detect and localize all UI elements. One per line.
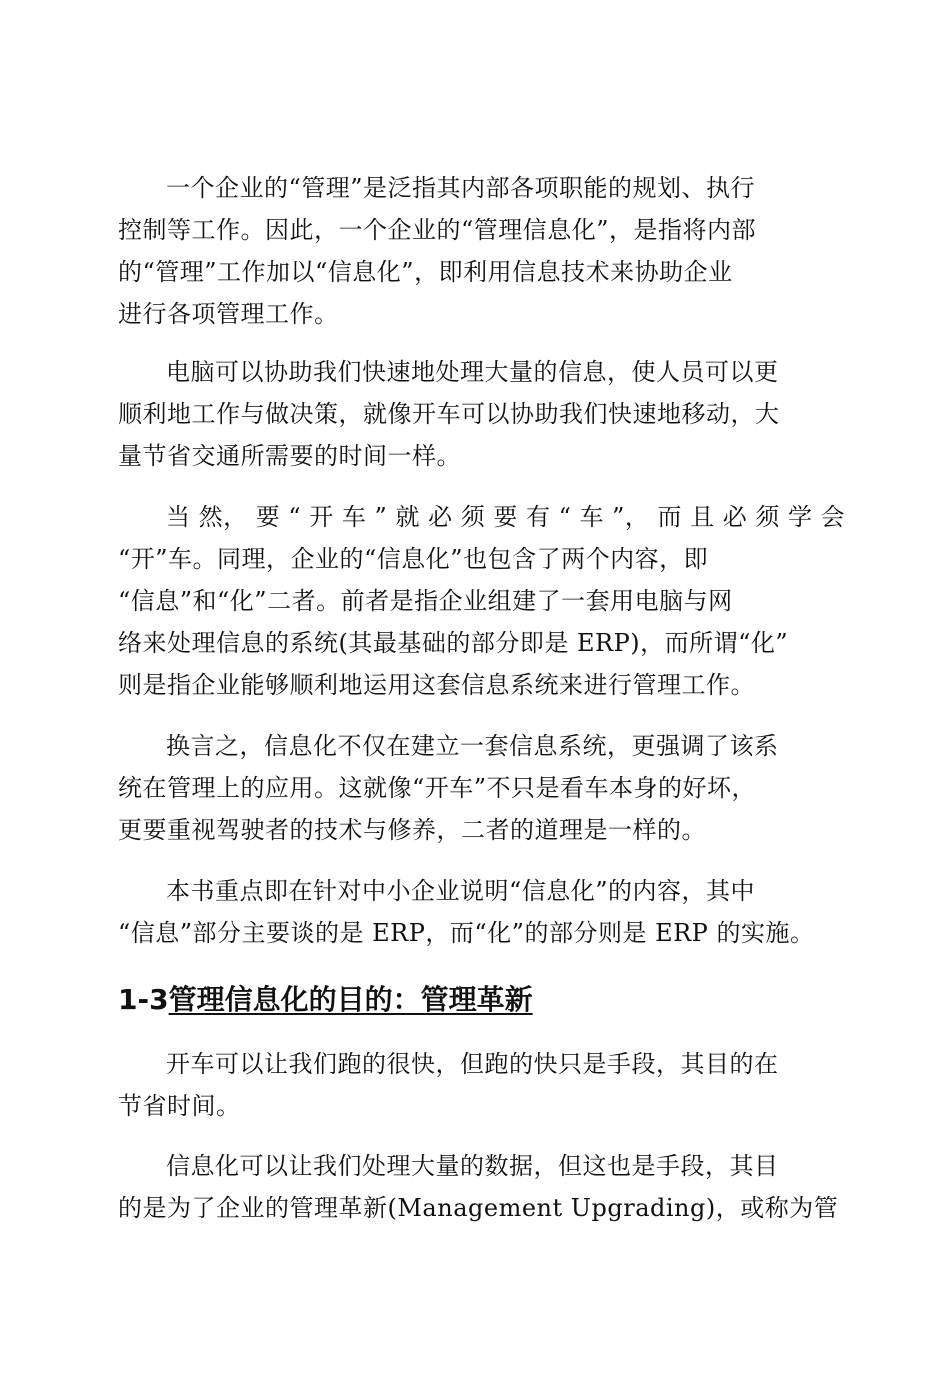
paragraph-7-line-1: 信息化可以让我们处理大量的数据，但这也是手段，其目 xyxy=(166,1152,779,1180)
paragraph-2-line-3: 量节省交通所需要的时间一样。 xyxy=(118,442,461,470)
paragraph-2-line-2: 顺利地工作与做决策，就像开车可以协助我们快速地移动，大 xyxy=(118,400,780,428)
paragraph-1-line-2: 控制等工作。因此，一个企业的“管理信息化”，是指将内部 xyxy=(118,216,757,244)
section-number: 1-3 xyxy=(118,983,169,1016)
paragraph-2-line-1: 电脑可以协助我们快速地处理大量的信息，使人员可以更 xyxy=(166,358,779,386)
paragraph-5-line-2: “信息”部分主要谈的是 ERP，而“化”的部分则是 ERP 的实施。 xyxy=(118,919,815,947)
paragraph-6-line-1: 开车可以让我们跑的很快，但跑的快只是手段，其目的在 xyxy=(166,1050,779,1078)
paragraph-1-line-4: 进行各项管理工作。 xyxy=(118,300,339,328)
paragraph-3-line-4: 络来处理信息的系统(其最基础的部分即是 ERP)，而所谓“化” xyxy=(118,629,789,657)
paragraph-3-line-3: “信息”和“化”二者。前者是指企业组建了一套用电脑与网 xyxy=(118,587,733,615)
paragraph-4-line-1: 换言之，信息化不仅在建立一套信息系统，更强调了该系 xyxy=(166,732,779,760)
paragraph-3-line-1: 当 然， 要 “ 开 车 ” 就 必 须 要 有 “ 车 ”， 而 且 必 须 学 会 xyxy=(166,503,846,531)
paragraph-4-line-2: 统在管理上的应用。这就像“开车”不只是看车本身的好坏， xyxy=(118,774,757,802)
paragraph-3-line-5: 则是指企业能够顺利地运用这套信息系统来进行管理工作。 xyxy=(118,671,755,699)
section-title: 管理信息化的目的：管理革新 xyxy=(168,983,533,1016)
paragraph-7-line-2: 的是为了企业的管理革新(Management Upgrading)，或称为管 xyxy=(118,1194,839,1222)
paragraph-1-line-3: 的“管理”工作加以“信息化”，即利用信息技术来协助企业 xyxy=(118,258,733,286)
section-heading xyxy=(118,980,533,1020)
paragraph-1-line-1: 一个企业的“管理”是泛指其内部各项职能的规划、执行 xyxy=(166,174,756,202)
paragraph-5-line-1: 本书重点即在针对中小企业说明“信息化”的内容，其中 xyxy=(166,877,756,905)
paragraph-3-line-2: “开”车。同理，企业的“信息化”也包含了两个内容，即 xyxy=(118,545,709,573)
paragraph-4-line-3: 更要重视驾驶者的技术与修养，二者的道理是一样的。 xyxy=(118,816,706,844)
paragraph-6-line-2: 节省时间。 xyxy=(118,1092,241,1120)
